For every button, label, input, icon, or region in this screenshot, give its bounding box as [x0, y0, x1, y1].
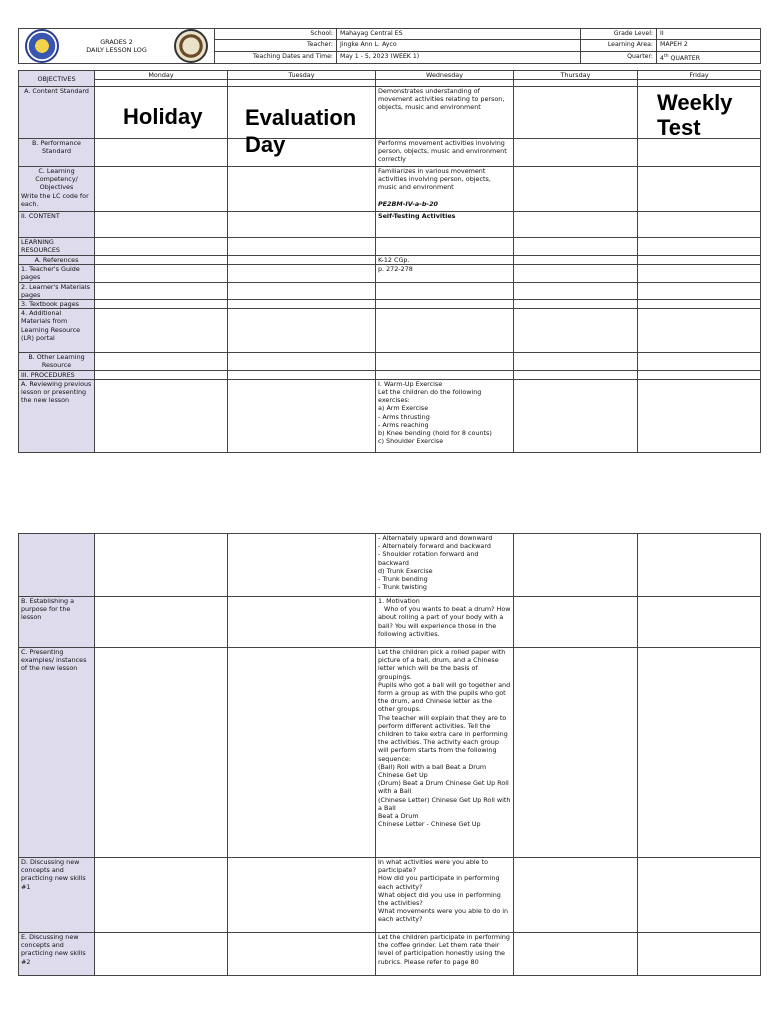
lesson-table-page2 — [18, 533, 760, 976]
references-label: A. References — [19, 256, 95, 265]
discussing2-label: E. Discussing new concepts and practicing new skills #2 — [19, 933, 95, 976]
header-table — [18, 28, 761, 64]
continued-wed: - Alternately upward and downward - Alternately forward and backward - Shoulder rotation forward and backward d) Trunk Exercise - Trunk bending - Trunk twisting — [376, 534, 514, 597]
procedures-label: III. PROCEDURES — [19, 370, 95, 379]
learning-area-label: Learning Area: — [581, 40, 657, 51]
dates-value: May 1 - 5, 2023 (WEEK 1) — [337, 51, 581, 63]
performance-standard-wed: Performs movement activities involving person, objects, music and environment correctly — [376, 139, 514, 167]
objectives-header: OBJECTIVES — [19, 71, 95, 87]
lesson-table-continued — [18, 533, 761, 976]
monday-header: Monday — [95, 71, 228, 80]
wednesday-header: Wednesday — [376, 71, 514, 80]
dates-label: Teaching Dates and Time: — [215, 51, 337, 63]
learning-competency-wed: Familiarizes in various movement activities involving person, objects, music and environment PE2BM-IV-a-b-20 — [376, 167, 514, 212]
school-seal-icon — [174, 29, 208, 63]
learning-area-value: MAPEH 2 — [657, 40, 761, 51]
discussing2-wed: Let the children participate in performing the coffee grinder. Let them rate their level of participation honestly using the rubrics. Please refer to page 80 — [376, 933, 514, 976]
header-block — [18, 28, 760, 64]
evaluation-day-overlay: Evaluation Day — [245, 105, 357, 157]
grade-title: GRADES 2 — [100, 38, 133, 46]
holiday-overlay: Holiday — [123, 104, 203, 129]
teachers-guide-label: 1. Teacher's Guide pages — [19, 265, 95, 282]
continued-label — [19, 534, 95, 597]
other-resource-label: B. Other Learning Resource — [19, 353, 95, 370]
references-wed: K-12 CGp. — [376, 256, 514, 265]
quarter-value: 4th QUARTER — [657, 51, 761, 63]
reviewing-wed: I. Warm-Up Exercise Let the children do the following exercises: a) Arm Exercise - Arms thrusting - Arms reaching b) Knee bending (hold for 8 counts) c) Shoulder Exercise — [376, 379, 514, 452]
discussing1-wed: In what activities were you able to participate? How did you participate in performing each activity? What object did you use in performing the activities? What movements were you able to do in each activity? — [376, 858, 514, 933]
log-title: DAILY LESSON LOG — [86, 46, 147, 54]
friday-header: Friday — [638, 71, 761, 80]
learners-materials-label: 2. Learner's Materials pages — [19, 282, 95, 299]
grade-level-value: II — [657, 29, 761, 40]
presenting-label: C. Presenting examples/ instances of the new lesson — [19, 648, 95, 858]
presenting-wed: Let the children pick a rolled paper with picture of a ball, drum, and a Chinese letter which will be the basis of groupings. Pupils who got a ball will go together and form a group as with the pupils who got the drum, and Chinese letter as the other groups. The teacher will explain that they are to perform different activities. Tell the children to take extra care in performing the activities. The activity each group will perform starts from the following sequence: (Ball) Roll with a ball Beat a Drum Chinese Get Up (Drum) Beat a Drum Chinese Get Up Roll with a Ball (Chinese Letter) Chinese Get Up Roll with a Ball Beat a Drum Chinese Letter - Chinese Get Up — [376, 648, 514, 858]
textbook-label: 3. Textbook pages — [19, 300, 95, 309]
content-wed: Self-Testing Activities — [376, 212, 514, 238]
grade-level-label: Grade Level: — [581, 29, 657, 40]
thursday-header: Thursday — [514, 71, 638, 80]
performance-standard-label: B. Performance Standard — [19, 139, 95, 167]
content-label: II. CONTENT — [19, 212, 95, 238]
deped-seal-icon — [25, 29, 59, 63]
teacher-value: Jingke Ann L. Ayco — [337, 40, 581, 51]
learning-resources-label: LEARNING RESOURCES — [19, 238, 95, 256]
establishing-wed: 1. Motivation Who of you wants to beat a drum? How about rolling a part of your body with a ball? You will experience those in the following activities. — [376, 597, 514, 648]
header-title-cell — [19, 29, 215, 64]
content-standard-label: A. Content Standard — [19, 87, 95, 139]
additional-materials-label: 4. Additional Materials from Learning Resource (LR) portal — [19, 309, 95, 353]
school-value: Mahayag Central ES — [337, 29, 581, 40]
weekly-test-overlay: Weekly Test — [657, 90, 733, 140]
learning-competency-label: C. Learning Competency/ Objectives Write the LC code for each. — [19, 167, 95, 212]
reviewing-label: A. Reviewing previous lesson or presenting the new lesson — [19, 379, 95, 452]
lc-code: PE2BM-IV-a-b-20 — [378, 199, 438, 208]
content-standard-wed: Demonstrates understanding of movement activities relating to person, objects, music and environment — [376, 87, 514, 139]
tuesday-header: Tuesday — [228, 71, 376, 80]
discussing1-label: D. Discussing new concepts and practicing new skills #1 — [19, 858, 95, 933]
quarter-label: Quarter: — [581, 51, 657, 63]
establishing-label: B. Establishing a purpose for the lesson — [19, 597, 95, 648]
school-label: School: — [215, 29, 337, 40]
teacher-label: Teacher: — [215, 40, 337, 51]
teachers-guide-wed: p. 272-278 — [376, 265, 514, 282]
